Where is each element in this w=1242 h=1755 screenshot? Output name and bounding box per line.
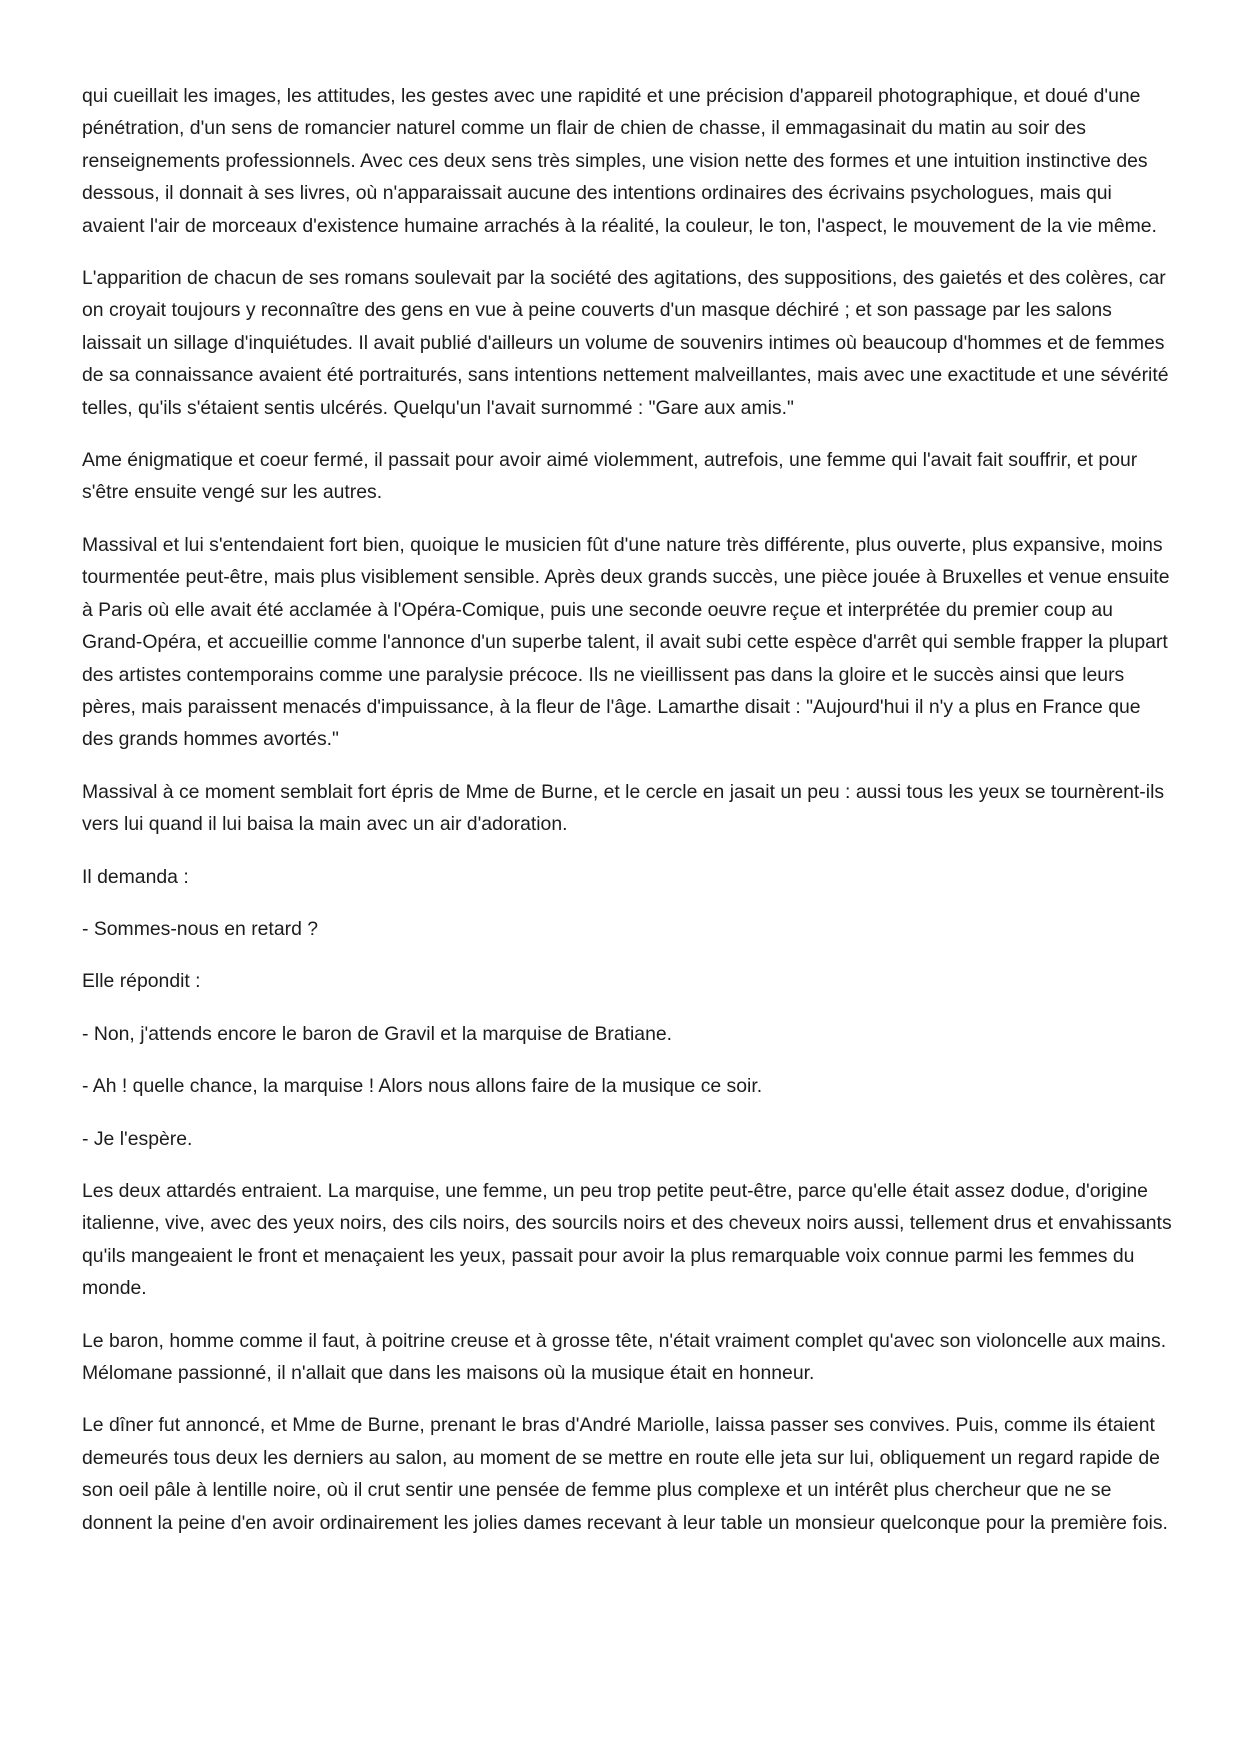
paragraph-2: L'apparition de chacun de ses romans soulevait par la société des agitations, des suppositions, des gaietés et des colères, car on croyait toujours y reconnaître des gens en vue à peine couverts d'un masque déchiré ; et son passage par les salons laissait un sillage d'inquiétudes. Il avait publié d'ailleurs un volume de souvenirs intimes où beaucoup d'hommes et de femmes de sa connaissance avaient été portraiturés, sans intentions nettement malveillantes, mais avec une exactitude et une sévérité telles, qu'ils s'étaient sentis ulcérés. Quelqu'un l'avait surnommé : "Gare aux amis." (82, 267, 1169, 419)
dialogue-line-4: - Non, j'attends encore le baron de Gravil et la marquise de Bratiane. (82, 1022, 673, 1045)
paragraph-6: Les deux attardés entraient. La marquise, une femme, un peu trop petite peut-être, parce qu'elle était assez dodue, d'origine italienne, vive, avec des yeux noirs, des cils noirs, des sourcils noirs et des cheveux noirs aussi, tellement drus et envahissants qu'ils mangeaient le front et menaçaient les yeux, passait pour avoir la plus remarquable voix connue parmi les femmes du monde. (82, 1179, 1172, 1300)
dialogue-line-3: Elle répondit : (82, 970, 201, 993)
document-page (82, 80, 1172, 1559)
dialogue-line-2: - Sommes-nous en retard ? (82, 917, 319, 940)
dialogue-line-5: - Ah ! quelle chance, la marquise ! Alors nous allons faire de la musique ce soir. (82, 1075, 763, 1098)
paragraph-7: Le baron, homme comme il faut, à poitrine creuse et à grosse tête, n'était vraiment complet qu'avec son violoncelle aux mains. Mélomane passionné, il n'allait que dans les maisons où la musique était en honneur. (82, 1329, 1167, 1384)
paragraph-1: qui cueillait les images, les attitudes, les gestes avec une rapidité et une précision d'appareil photographique, et doué d'une pénétration, d'un sens de romancier naturel comme un flair de chien de chasse, il emmagasinait du matin au soir des renseignements professionnels. Avec ces deux sens très simples, une vision nette des formes et une intuition instinctive des dessous, il donnait à ses livres, où n'apparaissait aucune des intentions ordinaires des écrivains psychologues, mais qui avaient l'air de morceaux d'existence humaine arrachés à la réalité, la couleur, le ton, l'aspect, le mouvement de la vie même. (82, 85, 1157, 237)
dialogue-line-6: - Je l'espère. (82, 1127, 193, 1150)
dialogue-line-1: Il demanda : (82, 865, 189, 888)
paragraph-8: Le dîner fut annoncé, et Mme de Burne, prenant le bras d'André Mariolle, laissa passer ses convives. Puis, comme ils étaient demeurés tous deux les derniers au salon, au moment de se mettre en route elle jeta sur lui, obliquement un regard rapide de son oeil pâle à lentille noire, où il crut sentir une pensée de femme plus complexe et un intérêt plus chercheur que ne se donnent la peine d'en avoir ordinairement les jolies dames recevant à leur table un monsieur quelconque pour la première fois. (82, 1414, 1168, 1534)
paragraph-5: Massival à ce moment semblait fort épris de Mme de Burne, et le cercle en jasait un peu : aussi tous les yeux se tournèrent-ils vers lui quand il lui baisa la main avec un air d'adoration. (82, 780, 1165, 836)
paragraph-4: Massival et lui s'entendaient fort bien, quoique le musicien fût d'une nature très différente, plus ouverte, plus expansive, moins tourmentée peut-être, mais plus visiblement sensible. Après deux grands succès, une pièce jouée à Bruxelles et venue ensuite à Paris où elle avait été acclamée à l'Opéra-Comique, puis une seconde oeuvre reçue et interprétée du premier coup au Grand-Opéra, et accueillie comme l'annonce d'un superbe talent, il avait subi cette espèce d'arrêt qui semble frapper la plupart des artistes contemporains comme une paralysie précoce. Ils ne vieillissent pas dans la gloire et le succès ainsi que leurs pères, mais paraissent menacés d'impuissance, à la fleur de l'âge. Lamarthe disait : "Aujourd'hui il n'y a plus en France que des grands hommes avortés." (82, 533, 1170, 751)
paragraph-3: Ame énigmatique et coeur fermé, il passait pour avoir aimé violemment, autrefois, une femme qui l'avait fait souffrir, et pour s'être ensuite vengé sur les autres. (82, 449, 1138, 504)
